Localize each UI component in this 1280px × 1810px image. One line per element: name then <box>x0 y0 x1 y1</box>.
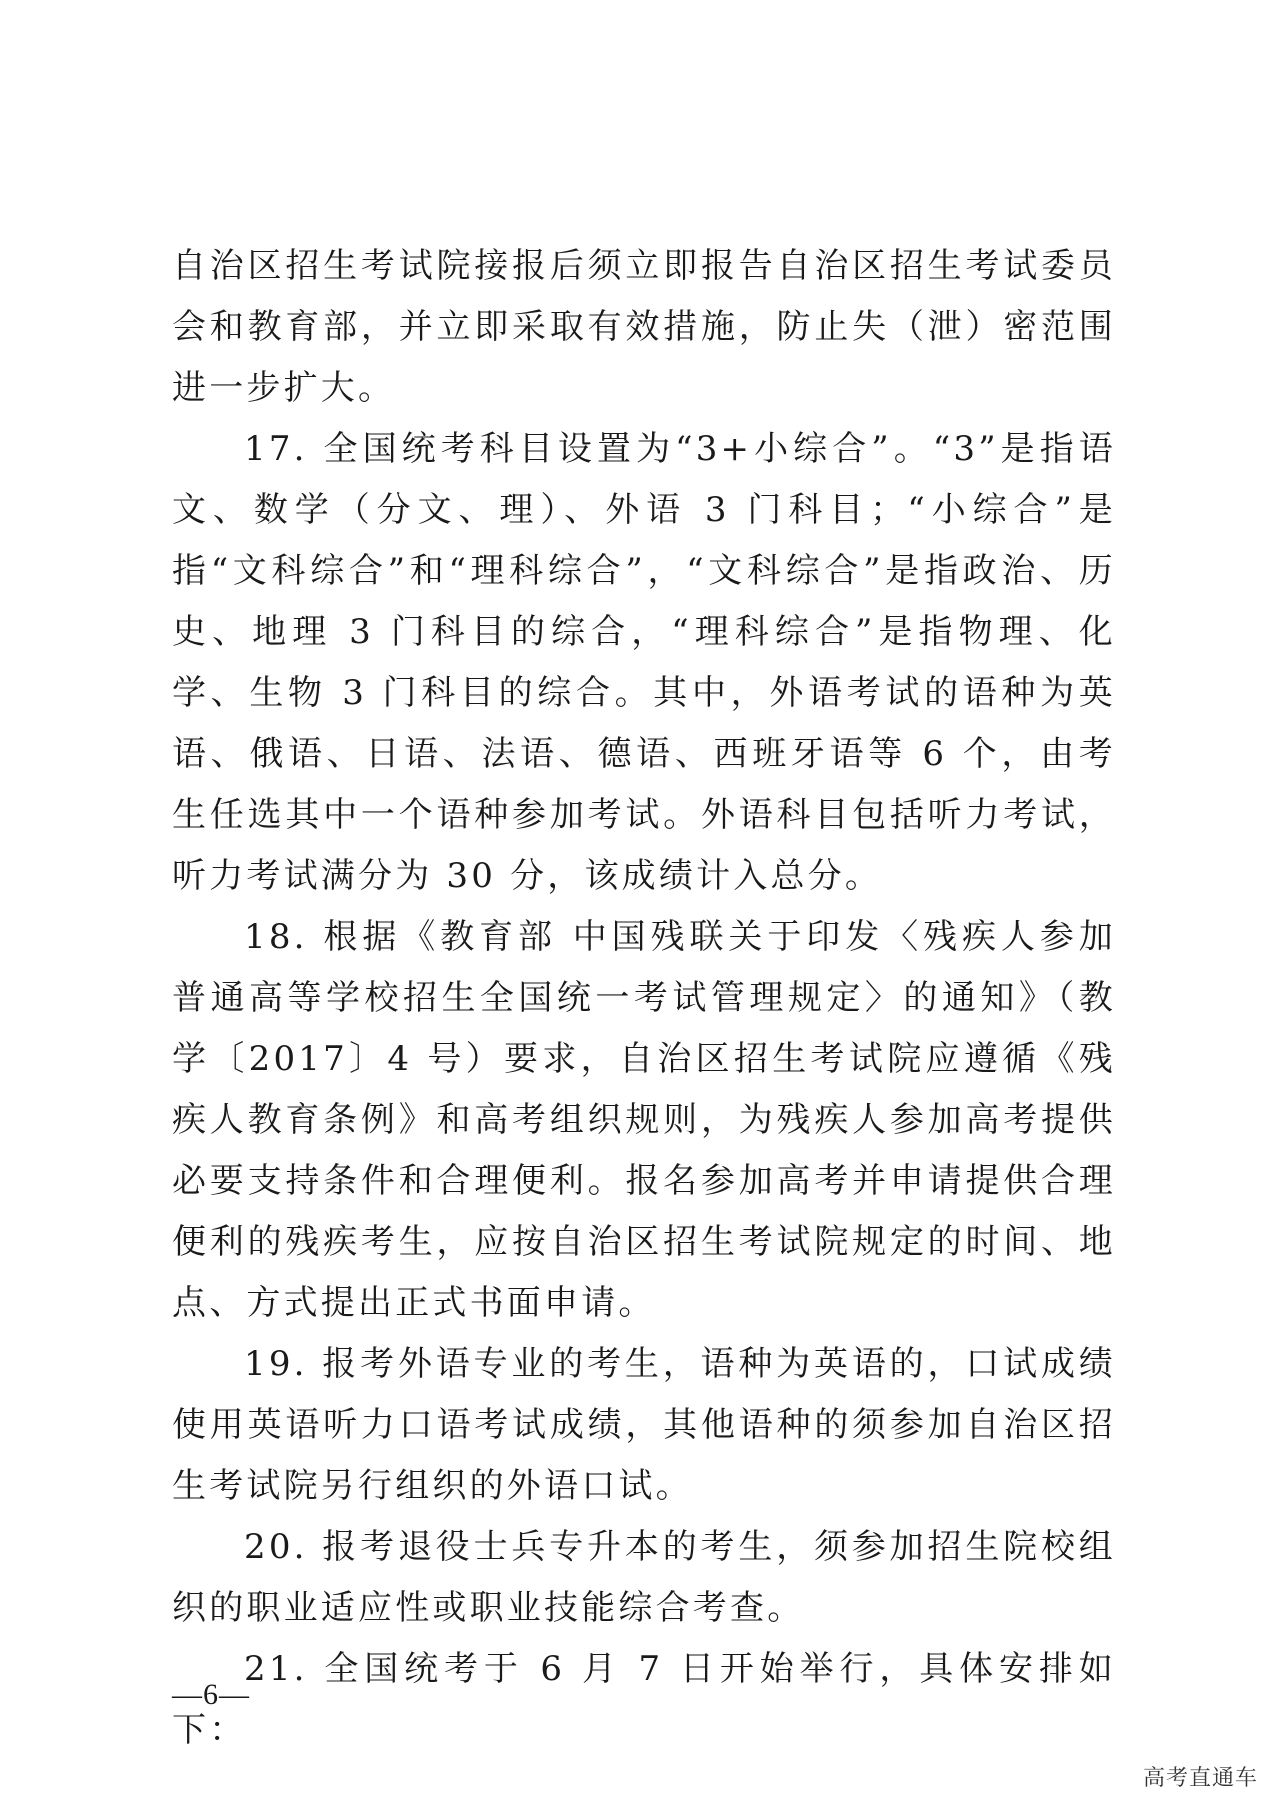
paragraph-item-20: 20. 报考退役士兵专升本的考生，须参加招生院校组织的职业适应性或职业技能综合考查。 <box>172 1527 1116 1628</box>
watermark-text: 高考直通车 <box>1142 1766 1258 1791</box>
body-text <box>172 236 1116 1761</box>
paragraph-item-18: 18. 根据《教育部 中国残联关于印发〈残疾人参加普通高等学校招生全国统一考试管理规定〉的通知》（教学〔2017〕4 号）要求，自治区招生考试院应遵循《残疾人教育条例》和高考组织规则，为残疾人参加高考提供必要支持条件和合理便利。报名参加高考并申请提供合理便利的残疾考生，应按自治区招生考试院规定的时间、地点、方式提出正式书面申请。 <box>172 917 1116 1323</box>
page-number: —6— <box>172 1678 250 1711</box>
paragraph-continuation: 自治区招生考试院接报后须立即报告自治区招生考试委员会和教育部，并立即采取有效措施，防止失（泄）密范围进一步扩大。 <box>172 246 1116 408</box>
paragraph-item-21: 21. 全国统考于 6 月 7 日开始举行，具体安排如下： <box>172 1649 1116 1750</box>
paragraph-item-19: 19. 报考外语专业的考生，语种为英语的，口试成绩使用英语听力口语考试成绩，其他语种的须参加自治区招生考试院另行组织的外语口试。 <box>172 1344 1116 1506</box>
paragraph-item-17: 17. 全国统考科目设置为“3+小综合”。“3”是指语文、数学（分文、理）、外语 3 门科目；“小综合”是指“文科综合”和“理科综合”，“文科综合”是指政治、历史、地理 3 门科目的综合，“理科综合”是指物理、化学、生物 3 门科目的综合。其中，外语考试的语种为英语、俄语、日语、法语、德语、西班牙语等 6 个，由考生任选其中一个语种参加考试。外语科目包括听力考试，听力考试满分为 30 分，该成绩计入总分。 <box>172 429 1116 896</box>
